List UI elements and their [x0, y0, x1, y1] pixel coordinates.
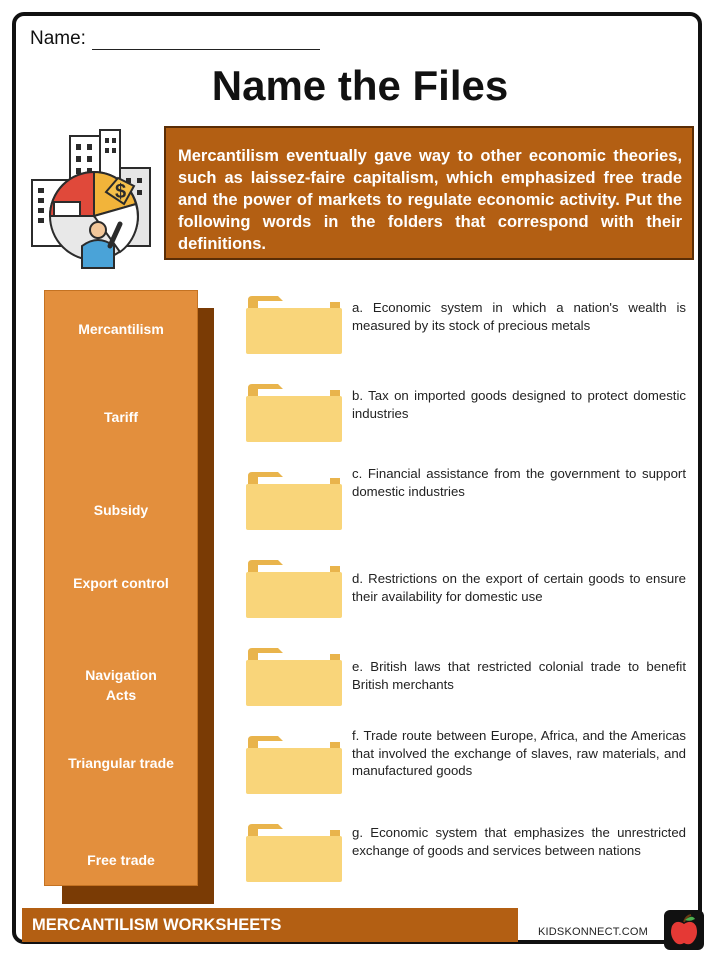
- word-triangular-trade: Triangular trade: [68, 755, 174, 771]
- word-navigation-acts: Navigation Acts: [85, 667, 157, 703]
- folder-icon[interactable]: [244, 822, 344, 884]
- name-label: Name:: [30, 28, 86, 49]
- definition-e: e. British laws that restricted colonial trade to benefit British merchants: [352, 659, 686, 692]
- definition-c: c. Financial assistance from the government to support domestic industries: [352, 466, 686, 499]
- definition-b: b. Tax on imported goods designed to protect domestic industries: [352, 388, 686, 421]
- page-title: Name the Files: [211, 62, 509, 109]
- definition-f: f. Trade route between Europe, Africa, and the Americas that involved the exchange of slaves, raw materials, and manufactured goods: [352, 728, 686, 778]
- folder-icon[interactable]: [244, 646, 344, 708]
- word-subsidy: Subsidy: [93, 502, 149, 518]
- word-free-trade: Free trade: [87, 852, 155, 868]
- folder-icon[interactable]: [244, 294, 344, 356]
- definition-d: d. Restrictions on the export of certain goods to ensure their availability for domestic use: [352, 571, 686, 604]
- folder-icon[interactable]: [244, 470, 344, 532]
- logo-box: [664, 910, 704, 950]
- name-input-line[interactable]: [92, 31, 320, 50]
- word-bank: [44, 290, 198, 886]
- folder-icon[interactable]: [244, 382, 344, 444]
- definition-g: g. Economic system that emphasizes the unrestricted exchange of goods and services between nations: [352, 825, 686, 858]
- intro-text: Mercantilism eventually gave way to other economic theories, such as laissez-faire capitalism, which emphasized free trade and the power of markets to regulate economic activity. Put the following words in the folders that correspond with their definitions.: [164, 126, 694, 260]
- word-mercantilism: Mercantilism: [78, 321, 164, 337]
- word-tariff: Tariff: [104, 409, 138, 425]
- word-export-control: Export control: [73, 575, 169, 591]
- folder-icon[interactable]: [244, 734, 344, 796]
- site-name[interactable]: KIDSKONNECT.COM: [538, 926, 648, 938]
- folder-icon[interactable]: [244, 558, 344, 620]
- footer-banner: MERCANTILISM WORKSHEETS: [22, 908, 518, 942]
- definition-a: a. Economic system in which a nation's wealth is measured by its stock of precious metals: [352, 300, 686, 333]
- apple-icon: [664, 910, 704, 950]
- city-economy-icon: [24, 128, 162, 270]
- svg-text:$: $: [115, 181, 127, 203]
- name-field: [30, 28, 320, 50]
